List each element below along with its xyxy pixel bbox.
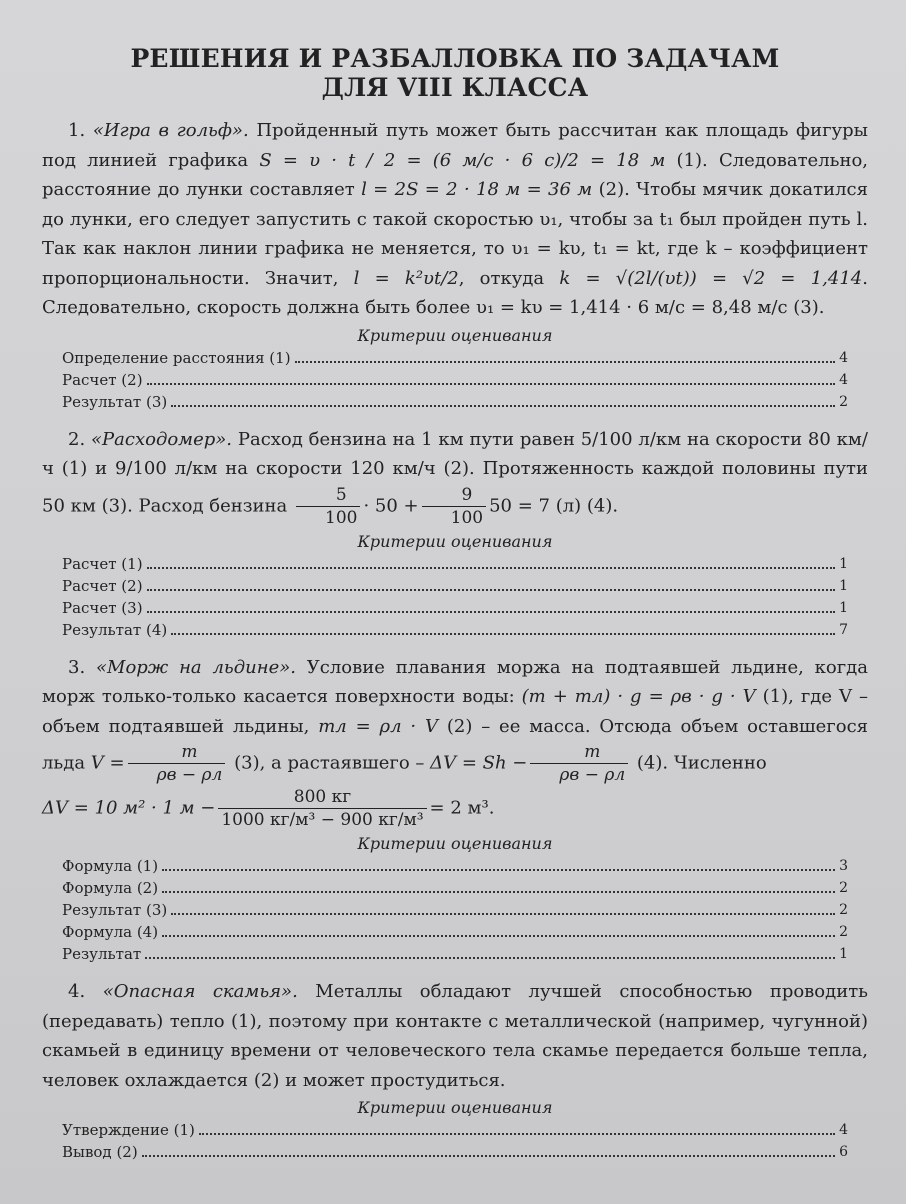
problem-text: (2) – ее масса. Отсюда объем оставшегося льда <box>42 715 868 774</box>
formula: ΔV = Sh − <box>430 752 528 774</box>
problem-title: «Расходомер». <box>91 428 233 450</box>
criteria-row <box>62 1141 848 1163</box>
problem-text: Пройденный путь может быть рассчитан как площадь фигуры под линией графика <box>42 120 868 171</box>
criteria-row <box>62 855 848 877</box>
criteria-score: 1 <box>839 946 848 962</box>
criteria-label: Результат (4) <box>62 620 168 639</box>
document-content <box>42 44 868 1163</box>
criteria-label: Формула (4) <box>62 923 159 941</box>
criteria-label: Определение расстояния (1) <box>62 348 291 367</box>
fraction: $\frac{m}{\rho в - \rho л}$ <box>530 741 628 786</box>
criteria-score: 4 <box>839 1122 848 1138</box>
problem-text: (4). Численно <box>636 752 767 774</box>
criteria-label: Вывод (2) <box>62 1143 138 1161</box>
problem-text: Расход бензина на 1 км пути равен 5/100 л/км на скорости 80 км/ч (1) и 9/100 л/км на скорости 120 км/ч (2). Протяженность каждой половины пути 50 км (3). Расход бензина <box>42 428 868 516</box>
criteria-row <box>62 943 848 965</box>
problem-text: (1). Следовательно, расстояние до лунки составляет <box>42 149 869 200</box>
problem-title: «Опасная скамья». <box>102 981 298 1002</box>
criteria-label: Результат (3) <box>62 901 168 919</box>
problem-title: «Морж на льдине». <box>96 656 296 678</box>
criteria-label: Расчет (3) <box>62 598 143 617</box>
criteria-row <box>62 899 848 921</box>
problem-1-text <box>42 116 868 323</box>
problem-3-text <box>42 653 868 787</box>
criteria-label: Формула (1) <box>62 857 159 875</box>
problem-text: Условие плавания моржа на подтаявшей льдине, когда морж только-только касается поверхности воды: <box>42 656 868 707</box>
problem-2 <box>42 425 868 641</box>
criteria-score: 1 <box>839 577 848 594</box>
criteria-score: 6 <box>839 1144 848 1160</box>
criteria-title: Критерии оценивания <box>357 1098 553 1117</box>
formula: l = 2S = 2 · 18 м = 36 м <box>361 179 593 200</box>
criteria-row <box>62 597 848 619</box>
formula: k = √(2l/(υt)) = √2 = 1,414 <box>559 267 863 289</box>
formula: l = k²υt/2 <box>353 267 459 289</box>
problem-title: «Игра в гольф». <box>92 120 249 141</box>
criteria-score: 4 <box>839 371 848 388</box>
problem-text: , откуда <box>458 267 545 289</box>
criteria-label: Результат <box>62 945 142 963</box>
criteria-score: 1 <box>839 599 848 616</box>
problem-1 <box>42 116 868 413</box>
criteria-score: 3 <box>839 858 848 874</box>
problem-4 <box>42 977 868 1163</box>
criteria-row <box>62 391 848 413</box>
criteria-row <box>62 575 848 597</box>
problem-2-text <box>42 425 868 529</box>
formula: S = υ · t / 2 = (6 м/с · 6 с)/2 = 18 м <box>259 149 666 171</box>
criteria-score: 2 <box>839 924 848 940</box>
criteria-label: Расчет (2) <box>62 370 143 389</box>
criteria-score: 7 <box>839 621 848 638</box>
criteria-title: Критерии оценивания <box>357 531 553 551</box>
problem-text: (2). Чтобы мячик докатился до лунки, его следует запустить с такой скоростью υ₁, чтобы за t₁ был пройден путь l. Так как наклон линии графика не меняется, то υ₁ = kυ, t₁ = kt, где k – коэффициент пропорциональности. Значит, <box>42 179 868 289</box>
problem-text: (1), где V – объем подтаявшей льдины, <box>42 686 868 737</box>
criteria-row <box>62 619 848 641</box>
formula: · 50 + <box>363 495 419 516</box>
fraction: $\frac{5}{100}$ <box>296 484 360 529</box>
problem-number: 3. <box>68 656 86 678</box>
criteria-row <box>62 1119 848 1141</box>
formula: = 2 м³. <box>429 797 495 819</box>
problem-text: Металлы обладают лучшей способностью проводить (передавать) тепло (1), поэтому при контакте с металлической (например, чугунной) скамьей в единицу времени от человеческого тела скамье передается больше тепла, человек охлаждается (2) и может простудиться. <box>42 981 868 1091</box>
fraction: $\frac{800 кг}{\text{1000 кг/м³ − 900 кг/м³}}$ <box>218 786 426 831</box>
formula: 50 = 7 (л) (4). <box>489 495 619 516</box>
criteria-list <box>62 1119 848 1163</box>
criteria-score: 1 <box>839 555 848 572</box>
problem-3 <box>42 653 868 966</box>
problem-number: 1. <box>68 120 86 141</box>
criteria-label: Утверждение (1) <box>62 1121 195 1139</box>
title-line-1: РЕШЕНИЯ И РАЗБАЛЛОВКА ПО ЗАДАЧАМ <box>130 44 780 73</box>
fraction: $\frac{m}{\rho в - \rho л}$ <box>128 741 226 786</box>
criteria-score: 2 <box>839 393 848 410</box>
formula: (m + mл) · g = ρв · g · V <box>521 686 756 707</box>
criteria-row <box>62 347 848 369</box>
criteria-title: Критерии оценивания <box>357 325 553 345</box>
criteria-row <box>62 877 848 899</box>
criteria-score: 2 <box>839 880 848 896</box>
criteria-row <box>62 921 848 943</box>
problem-number: 2. <box>68 428 86 450</box>
problem-4-text <box>42 977 868 1095</box>
formula: V = <box>90 752 125 774</box>
formula: mл = ρл · V <box>318 715 438 737</box>
criteria-label: Результат (3) <box>62 392 168 411</box>
numeric-equation <box>42 786 868 831</box>
criteria-row <box>62 369 848 391</box>
criteria-list <box>62 855 848 965</box>
criteria-score: 2 <box>839 902 848 918</box>
criteria-list <box>62 553 848 641</box>
problem-number: 4. <box>68 981 86 1002</box>
formula: ΔV = 10 м² · 1 м − <box>42 797 216 819</box>
criteria-label: Расчет (2) <box>62 576 143 595</box>
criteria-list <box>62 347 848 413</box>
criteria-title: Критерии оценивания <box>357 834 553 853</box>
criteria-row <box>62 553 848 575</box>
criteria-label: Формула (2) <box>62 879 159 897</box>
fraction: $\frac{9}{100}$ <box>422 484 486 529</box>
problem-text: (3), а растаявшего – <box>234 752 425 774</box>
title-line-2: ДЛЯ VIII КЛАССА <box>321 73 589 102</box>
criteria-label: Расчет (1) <box>62 554 143 573</box>
problem-text: . Следовательно, скорость должна быть более υ₁ = kυ = 1,414 · 6 м/с = 8,48 м/с (3). <box>42 267 868 318</box>
criteria-score: 4 <box>839 349 848 366</box>
page-title <box>42 44 868 102</box>
